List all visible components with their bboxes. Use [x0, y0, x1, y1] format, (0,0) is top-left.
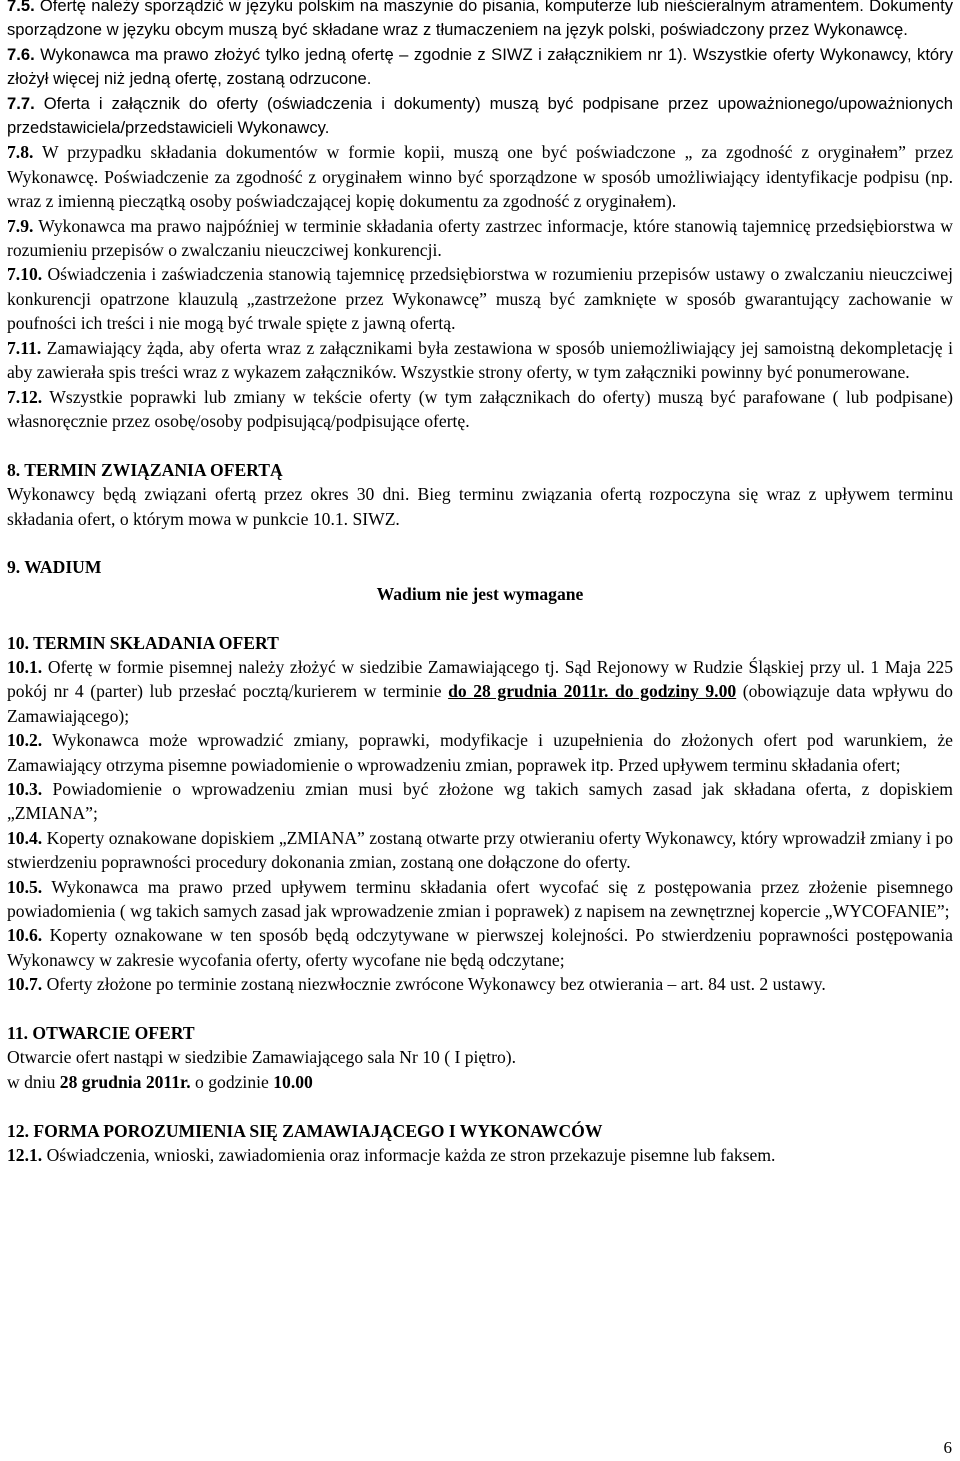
wadium-notice: Wadium nie jest wymagane — [376, 583, 584, 604]
paragraph-number: 7.9. — [7, 215, 34, 236]
paragraph-text: Zamawiający żąda, aby oferta wraz z załącznikami była zestawiona w sposób uniemożliwiający jej samoistną dekompletację i aby zawierała spis treści wraz z wykazem załączników. Wszystkie strony oferty, w tym załączniki powinny być ponumerowane. — [7, 337, 953, 383]
paragraph-number: 10.1. — [7, 656, 43, 677]
opening-time: 10.00 — [273, 1071, 313, 1092]
paragraph-text: Wszystkie poprawki lub zmiany w tekście oferty (w tym załącznikach do oferty) muszą być parafowane ( lub podpisane) własnoręcznie przez osobę/osoby podpisującą/podpisujące ofertę. — [7, 386, 953, 431]
opening-time-prefix: o godzinie — [190, 1071, 274, 1092]
section-heading-11: 11. OTWARCIE OFERT — [7, 1023, 195, 1043]
paragraph-text: Wykonawca ma prawo przed upływem terminu składania ofert wycofać się z postępowania przez złożenie pisemnego powiadomienia ( wg takich samych zasad jak wprowadzenie zmian i poprawek) z napisem na zewnętrznej kopercie „WYCOFANIE”; — [7, 876, 953, 921]
paragraph-number: 12.1. — [7, 1145, 43, 1166]
paragraph-text: Wykonawca ma prawo najpóźniej w terminie składania oferty zastrzec informacje, które stanowią tajemnicę przedsiębiorstwa w rozumieniu przepisów o zwalczaniu nieuczciwej konkurencji. — [7, 215, 953, 261]
paragraph-text: Oświadczenia i zaświadczenia stanowią tajemnicę przedsiębiorstwa w rozumieniu przepisów ustawy o zwalczaniu nieuczciwej konkurencji opatrzone klauzulą „zastrzeżone przez Wykonawcę” muszą być zamknięte w sposób gwarantujący zachowanie w poufności ich treści i nie mogą być trwale spięte z jawną ofertą. — [7, 264, 953, 334]
paragraph-text: W przypadku składania dokumentów w formie kopii, muszą one być poświadczone „ za zgodność z oryginałem” przez Wykonawcę. Poświadczenie za zgodność z oryginałem winno być sporządzone w sposób umożliwiający identyfikacje podpisu (np. wraz z imienną pieczątką osoby poświadczającej kopię dokumentu za zgodność z oryginałem). — [7, 142, 953, 212]
spacer — [7, 531, 953, 555]
paragraph-7-12 — [7, 385, 953, 434]
paragraph-text: Oferty złożone po terminie zostaną niezwłocznie zwrócone Wykonawcy bez otwierania – art. 84 ust. 2 ustawy. — [42, 974, 826, 995]
section-heading-9: 9. WADIUM — [7, 557, 102, 578]
section-heading-12: 12. FORMA POROZUMIENIA SIĘ ZAMAWIAJĄCEGO I WYKONAWCÓW — [7, 1120, 603, 1141]
section-8-text: Wykonawcy będą związani ofertą przez okres 30 dni. Bieg terminu związania ofertą rozpoczyna się wraz z upływem terminu składania ofert, o którym mowa w punkcie 10.1. SIWZ. — [7, 484, 953, 529]
paragraph-7-6 — [7, 43, 953, 92]
spacer — [7, 997, 953, 1021]
paragraph-7-10 — [7, 262, 953, 335]
paragraph-number: 10.5. — [7, 876, 43, 897]
spacer — [7, 433, 953, 457]
opening-date: 28 grudnia 2011r. — [59, 1071, 191, 1092]
paragraph-10-1 — [7, 655, 953, 728]
paragraph-text: Powiadomienie o wprowadzeniu zmian musi być złożone wg takich samych zasad jak składana oferta, z dopiskiem „ZMIANA”; — [7, 778, 953, 824]
paragraph-number: 7.5. — [7, 0, 35, 15]
document-page — [7, 0, 953, 1167]
paragraph-10-7 — [7, 972, 953, 996]
paragraph-number: 10.7. — [7, 974, 43, 995]
spacer — [7, 606, 953, 630]
paragraph-10-3 — [7, 777, 953, 826]
paragraph-text: Ofertę należy sporządzić w języku polskim na maszynie do pisania, komputerze lub nieścieralnym atramentem. Dokumenty sporządzone w języku obcym muszą być składane wraz z tłumaczeniem na język polski, poświadczony przez Wykonawcę. — [7, 0, 953, 40]
paragraph-number: 7.8. — [7, 142, 34, 163]
paragraph-10-2 — [7, 728, 953, 777]
paragraph-text: Wykonawca ma prawo złożyć tylko jedną ofertę – zgodnie z SIWZ i załącznikiem nr 1). Wszystkie oferty Wykonawcy, który złożył więcej niż jedną ofertę, zostaną odrzucone. — [7, 44, 953, 89]
paragraph-number: 7.7. — [7, 93, 35, 113]
opening-location: Otwarcie ofert nastąpi w siedzibie Zamawiającego sala Nr 10 ( I piętro). — [7, 1047, 517, 1068]
spacer — [7, 1094, 953, 1118]
paragraph-text: Oferta i załącznik do oferty (oświadczenia i dokumenty) muszą być podpisane przez upoważnionego/upoważnionych przedstawiciela/przedstawicieli Wykonawcy. — [7, 93, 953, 138]
paragraph-text: Ofertę w formie pisemnej należy złożyć w siedzibie Zamawiającego tj. Sąd Rejonowy w Rudzie Śląskiej przy ul. 1 Maja 225 pokój nr 4 (parter) lub przesłać pocztą/kurierem w terminie — [7, 656, 953, 702]
paragraph-text: Oświadczenia, wnioski, zawiadomienia oraz informacje każda ze stron przekazuje pisemne lub faksem. — [42, 1145, 776, 1166]
paragraph-text: Wykonawca może wprowadzić zmiany, poprawki, modyfikacje i uzupełnienia do złożonych ofert pod warunkiem, że Zamawiający otrzyma pisemne powiadomienie o wprowadzeniu zmian, poprawek itp. Przed upływem terminu składania ofert; — [7, 730, 953, 775]
paragraph-number: 10.3. — [7, 778, 43, 799]
paragraph-number: 7.12. — [7, 386, 43, 407]
paragraph-number: 7.11. — [7, 337, 42, 358]
opening-date-line — [7, 1070, 953, 1094]
paragraph-number: 7.6. — [7, 44, 35, 64]
paragraph-10-6 — [7, 923, 953, 972]
paragraph-number: 7.10. — [7, 264, 43, 285]
paragraph-10-4 — [7, 826, 953, 875]
paragraph-12-1 — [7, 1143, 953, 1167]
paragraph-number: 10.4. — [7, 827, 43, 848]
paragraph-number: 10.2. — [7, 730, 43, 751]
paragraph-text: Koperty oznakowane w ten sposób będą odczytywane w pierwszej kolejności. Po stwierdzeniu poprawności postępowania Wykonawcy w zakresie wycofania oferty, oferty wycofane nie będą odczytane; — [7, 925, 953, 970]
opening-date-prefix: w dniu — [7, 1071, 60, 1092]
paragraph-7-5 — [7, 0, 953, 43]
submission-deadline: do 28 grudnia 2011r. do godziny 9.00 — [448, 681, 737, 702]
paragraph-text: (obowiązuje data wpływu do Zamawiającego); — [7, 681, 953, 726]
paragraph-7-9 — [7, 214, 953, 263]
paragraph-text: Koperty oznakowane dopiskiem „ZMIANA” zostaną otwarte przy otwieraniu oferty Wykonawcy, który wprowadził zmiany i po stwierdzeniu poprawności procedury dokonania zmian, zostaną one dołączone do oferty. — [7, 827, 953, 873]
paragraph-number: 10.6. — [7, 925, 43, 946]
section-heading-8: 8. TERMIN ZWIĄZANIA OFERTĄ — [7, 459, 283, 480]
page-number: 6 — [943, 1438, 952, 1457]
section-heading-10: 10. TERMIN SKŁADANIA OFERT — [7, 632, 279, 653]
paragraph-7-8 — [7, 140, 953, 213]
paragraph-7-11 — [7, 336, 953, 385]
paragraph-7-7 — [7, 92, 953, 141]
paragraph-10-5 — [7, 875, 953, 924]
